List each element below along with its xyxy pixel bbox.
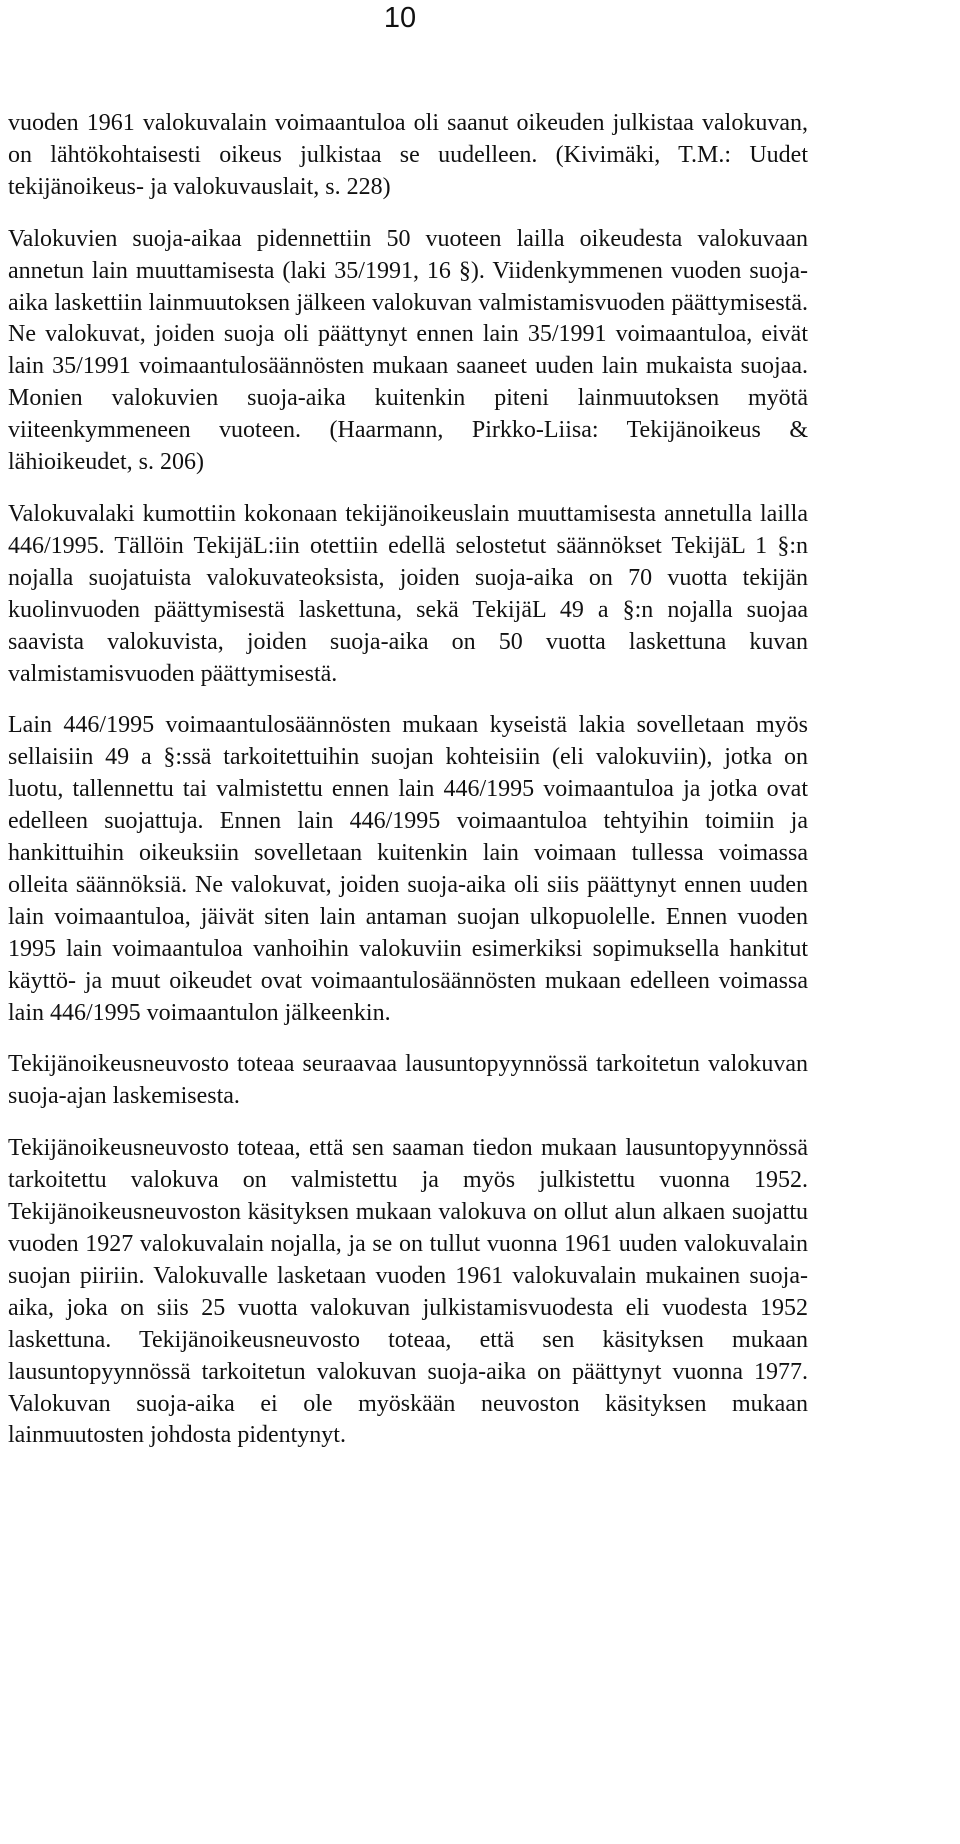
paragraph: vuoden 1961 valokuvalain voimaantuloa oli saanut oikeuden julkistaa valokuvan, on lähtökohtaisesti oikeus julkistaa se uudelleen. (Kivimäki, T.M.: Uudet tekijänoikeus- ja valokuvauslait, s. 228) [8, 110, 808, 200]
paragraph: Tekijänoikeusneuvosto toteaa seuraavaa lausuntopyynnössä tarkoitetun valokuvan suoja-ajan laskemisesta. [8, 1051, 808, 1110]
paragraph: Lain 446/1995 voimaantulosäännösten mukaan kyseistä lakia sovelletaan myös sellaisiin 49 a §:ssä tarkoitettuihin suojan kohteisiin (eli valokuviin), jotka on luotu, tallennettu tai valmistettu ennen lain 446/1995 voimaantuloa ja jotka ovat edelleen suojattuja. Ennen lain 446/1995 voimaantuloa tehtyihin toimiin ja hankittuihin oikeuksiin sovelletaan kuitenkin lain voimaan tullessa voimassa olleita säännöksiä. Ne valokuvat, joiden suoja-aika oli siis päättynyt ennen uuden lain voimaantuloa, jäivät siten lain antaman suojan ulkopuolelle. Ennen vuoden 1995 lain voimaantuloa vanhoihin valokuviin esimerkiksi sopimuksella hankitut käyttö- ja muut oikeudet ovat voimaantulosäännösten mukaan edelleen voimassa lain 446/1995 voimaantulon jälkeenkin. [8, 712, 808, 1026]
page-number: 10 [383, 2, 417, 34]
paragraph: Valokuvien suoja-aikaa pidennettiin 50 vuoteen lailla oikeudesta valokuvaan annetun lain muuttamisesta (laki 35/1991, 16 §). Viidenkymmenen vuoden suoja-aika laskettiin lainmuutoksen jälkeen valokuvan valmistamisvuoden päättymisestä. Ne valokuvat, joiden suoja oli päättynyt ennen lain 35/1991 voimaantuloa, eivät lain 35/1991 voimaantulosäännösten mukaan saaneet uuden lain mukaista suojaa. Monien valokuvien suoja-aika kuitenkin piteni lainmuutoksen myötä viiteenkymmeneen vuoteen. (Haarmann, Pirkko-Liisa: Tekijänoikeus & lähioikeudet, s. 206) [8, 225, 808, 476]
paragraph: Tekijänoikeusneuvosto toteaa, että sen saaman tiedon mukaan lausuntopyynnössä tarkoitettu valokuva on valmistettu ja myös julkistettu vuonna 1952. Tekijänoikeusneuvoston käsityksen mukaan valokuva on ollut alun alkaen suojattu vuoden 1927 valokuvalain nojalla, ja se on tullut vuonna 1961 uuden valokuvalain suojan piiriin. Valokuvalle lasketaan vuoden 1961 valokuvalain mukainen suoja-aika, joka on siis 25 vuotta valokuvan julkistamisvuodesta eli vuodesta 1952 laskettuna. Tekijänoikeusneuvosto toteaa, että sen käsityksen mukaan lausuntopyynnössä tarkoitetun valokuvan suoja-aika on päättynyt vuonna 1977. Valokuvan suoja-aika ei ole myöskään neuvoston käsityksen mukaan lainmuutosten johdosta pidentynyt. [8, 1135, 808, 1449]
paragraph: Valokuvalaki kumottiin kokonaan tekijänoikeuslain muuttamisesta annetulla lailla 446/1995. Tällöin TekijäL:iin otettiin edellä selostetut säännökset TekijäL 1 §:n nojalla suojatuista valokuvateoksista, joiden suoja-aika on 70 vuotta tekijän kuolinvuoden päättymisestä laskettuna, sekä TekijäL 49 a §:n nojalla suojaa saavista valokuvista, joiden suoja-aika on 50 vuotta laskettuna kuvan valmistamisvuoden päättymisestä. [8, 500, 808, 687]
body-text [8, 108, 808, 1472]
